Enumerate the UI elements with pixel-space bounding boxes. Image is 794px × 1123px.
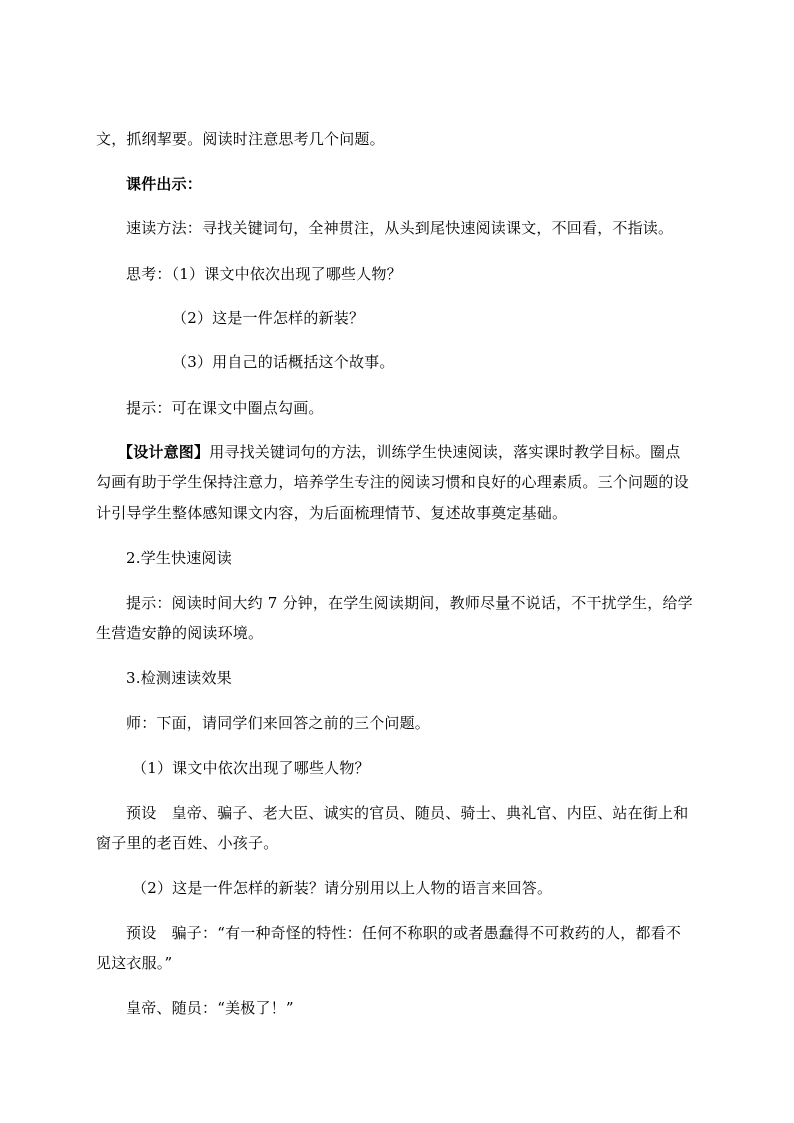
question-3: （3）用自己的话概括这个故事。 <box>172 353 395 371</box>
preset-answer-1-line-2: 窗子里的老百姓、小孩子。 <box>96 834 279 852</box>
step-3-heading: 3.检测速读效果 <box>126 669 232 687</box>
paragraph-continuation: 文，抓纲挈要。阅读时注意思考几个问题。 <box>96 130 385 148</box>
design-intent-paragraph <box>118 442 680 462</box>
teacher-prompt: 师：下面，请同学们来回答之前的三个问题。 <box>126 714 431 732</box>
courseware-heading: 课件出示： <box>126 175 203 193</box>
design-intent-line-2: 勾画有助于学生保持注意力，培养学生专注的阅读习惯和良好的心理素质。三个问题的设 <box>96 473 689 491</box>
preset-answer-2: 预设 骗子：“有一种奇怪的特性：任何不称职的或者愚蠢得不可救药的人，都看不 <box>126 924 682 942</box>
preset-answer-2-line-2: 见这衣服。” <box>96 954 173 972</box>
design-intent-label: 【设计意图】 <box>118 443 210 461</box>
answer-question-1: （1）课文中依次出现了哪些人物？ <box>132 759 370 777</box>
reading-time-hint-line-2: 生营造安静的阅读环境。 <box>96 624 264 642</box>
answer-question-2: （2）这是一件怎样的新装？请分别用以上人物的语言来回答。 <box>132 879 553 897</box>
speed-reading-method: 速读方法：寻找关键词句，全神贯注，从头到尾快速阅读课文，不回看，不指读。 <box>126 219 674 237</box>
hint-line: 提示：可在课文中圈点勾画。 <box>126 399 324 417</box>
preset-answer-1: 预设 皇帝、骗子、老大臣、诚实的官员、随员、骑士、典礼官、内臣、站在街上和 <box>126 804 689 822</box>
reading-time-hint: 提示：阅读时间大约 7 分钟，在学生阅读期间，教师尽量不说话，不干扰学生，给学 <box>126 594 693 612</box>
emperor-retinue-quote: 皇帝、随员：“美极了！” <box>126 999 294 1017</box>
design-intent-line-3: 计引导学生整体感知课文内容，为后面梳理情节、复述故事奠定基础。 <box>96 504 568 522</box>
question-1: 思考：（1）课文中依次出现了哪些人物？ <box>126 265 402 283</box>
step-2-heading: 2.学生快速阅读 <box>126 549 232 567</box>
question-2: （2）这是一件怎样的新装？ <box>172 309 365 327</box>
design-intent-text: 用寻找关键词句的方法，训练学生快速阅读，落实课时教学目标。圈点 <box>209 443 681 461</box>
